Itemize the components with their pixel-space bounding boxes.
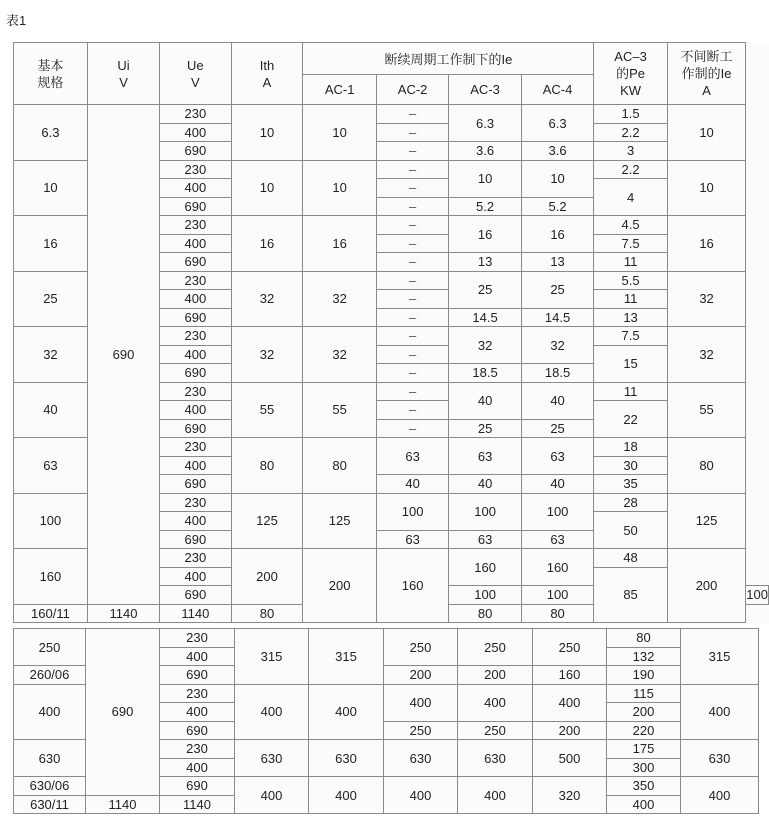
- cell-ac2: –: [376, 364, 448, 383]
- cell-ac1: 32: [303, 271, 376, 327]
- cell-spec: 250: [14, 629, 86, 666]
- cell-ac4: 63: [521, 438, 593, 475]
- cell-pe: 175: [607, 740, 681, 759]
- cell-cont: 10: [667, 160, 745, 216]
- cell-spec: 16: [14, 216, 88, 272]
- cell-cont: 200: [667, 549, 745, 623]
- cell-ac3: 18.5: [449, 364, 521, 383]
- cell-ac4: 14.5: [521, 308, 593, 327]
- cell-ue: 230: [160, 216, 231, 235]
- cell-ac2: 250: [384, 629, 458, 666]
- cell-ac3: 25: [449, 419, 521, 438]
- cell-ac1: 80: [303, 438, 376, 494]
- cell-ac2: –: [376, 290, 448, 309]
- cell-ac4: 40: [521, 382, 593, 419]
- cell-spec: 400: [14, 684, 86, 740]
- cell-ac2: 250: [384, 721, 458, 740]
- cell-ac4: 160: [521, 549, 593, 586]
- cell-spec: 63: [14, 438, 88, 494]
- cell-pe: 132: [607, 647, 681, 666]
- cell-ith: 55: [231, 382, 303, 438]
- cell-ue: 230: [160, 549, 231, 568]
- cell-pe: 35: [594, 475, 668, 494]
- cell-spec: 630/11: [14, 795, 86, 814]
- cell-ac3: 25: [449, 271, 521, 308]
- cell-pe: 400: [607, 795, 681, 814]
- cell-ue: 1140: [160, 795, 235, 814]
- cell-ith: 630: [235, 740, 309, 777]
- cell-pe: 2.2: [594, 160, 668, 179]
- cell-cont: 10: [667, 105, 745, 161]
- cell-ac4: 500: [533, 740, 607, 777]
- cell-pe: 22: [594, 401, 668, 438]
- cell-ith: 200: [231, 549, 303, 605]
- cell-pe: 4: [594, 179, 668, 216]
- cell-ith: 315: [235, 629, 309, 685]
- cell-ac2: –: [376, 401, 448, 420]
- cell-ith: 400: [235, 684, 309, 740]
- table-header: [14, 43, 769, 105]
- cell-ac3: 80: [449, 604, 521, 623]
- cell-ac4: 100: [746, 587, 768, 603]
- cell-ac2: –: [376, 345, 448, 364]
- cell-ue: 400: [160, 401, 231, 420]
- cell-cont: 315: [681, 629, 759, 685]
- header-ac3-pe: AC–3 的Pe KW: [594, 43, 668, 105]
- cell-ac3: 250: [458, 629, 533, 666]
- cell-ith: 32: [231, 327, 303, 383]
- cell-ue: 690: [160, 530, 231, 549]
- cell-ac4: 400: [533, 684, 607, 721]
- table-row: [14, 105, 769, 124]
- header-spec: 基本 规格: [14, 43, 88, 105]
- cell-ac3: 250: [458, 721, 533, 740]
- cell-cont: 630: [681, 740, 759, 777]
- cell-ue: 400: [160, 345, 231, 364]
- cell-ac4: 5.2: [521, 197, 593, 216]
- cell-spec: 10: [14, 160, 88, 216]
- cell-pe: 11: [594, 290, 668, 309]
- header-intermittent-group: 断续周期工作制下的Ie: [303, 43, 594, 75]
- cell-ac1: 315: [309, 629, 384, 685]
- cell-pe: 48: [594, 549, 668, 568]
- cell-ac4: 160: [533, 666, 607, 685]
- cell-spec: 630/06: [14, 777, 86, 796]
- cell-ue: 230: [160, 105, 231, 124]
- cell-ac3: 10: [449, 160, 521, 197]
- header-ui: Ui V: [87, 43, 159, 105]
- cell-ac1: 32: [303, 327, 376, 383]
- cell-ith: 80: [231, 438, 303, 494]
- cell-ac4: 13: [521, 253, 593, 272]
- cell-ac3: 13: [449, 253, 521, 272]
- cell-ac3: 40: [449, 382, 521, 419]
- cell-pe: 11: [594, 382, 668, 401]
- cell-cont: 16: [667, 216, 745, 272]
- cell-ac2: 63: [376, 530, 448, 549]
- header-ac4: AC-4: [521, 75, 593, 105]
- cell-ac2: –: [376, 271, 448, 290]
- cell-cont: 400: [681, 777, 759, 814]
- cell-ac2: –: [376, 419, 448, 438]
- cell-ac4: 40: [521, 475, 593, 494]
- cell-ue: 400: [160, 456, 231, 475]
- cell-ue: 690: [160, 419, 231, 438]
- cell-pe: 350: [607, 777, 681, 796]
- cell-pe: 300: [607, 758, 681, 777]
- cell-ith: 125: [231, 493, 303, 549]
- cell-ue: 690: [160, 308, 231, 327]
- cell-ue: 690: [160, 142, 231, 161]
- header-ue: Ue V: [160, 43, 231, 105]
- cell-ac3: 14.5: [449, 308, 521, 327]
- cell-ac4: 100: [521, 493, 593, 530]
- cell-pe: 80: [607, 629, 681, 648]
- cell-ue: 400: [160, 647, 235, 666]
- cell-pe: 4.5: [594, 216, 668, 235]
- contactor-spec-table-upper: [13, 42, 769, 623]
- cell-ac2: –: [376, 253, 448, 272]
- cell-ac2: 200: [384, 666, 458, 685]
- cell-ue: 1140: [160, 604, 231, 623]
- cell-spec: 6.3: [14, 105, 88, 161]
- cell-ac3: 400: [458, 777, 533, 814]
- cell-ac3: 200: [458, 666, 533, 685]
- cell-ac1: 400: [309, 777, 384, 814]
- cell-ac1: 10: [303, 160, 376, 216]
- cell-ac3: 160: [449, 549, 521, 586]
- cell-ac4: 16: [521, 216, 593, 253]
- cell-spec: 260/06: [14, 666, 86, 685]
- cell-pe: 190: [607, 666, 681, 685]
- cell-pe: 28: [594, 493, 668, 512]
- cell-ith: 32: [231, 271, 303, 327]
- cell-ue: 400: [160, 703, 235, 722]
- cell-ac3: 3.6: [449, 142, 521, 161]
- cell-ue: 230: [160, 382, 231, 401]
- cell-pe: 18: [594, 438, 668, 457]
- cell-ac2: 160: [376, 549, 448, 623]
- cell-cont: 32: [667, 327, 745, 383]
- cell-ac4: 10: [521, 160, 593, 197]
- cell-ith: 16: [231, 216, 303, 272]
- cell-pe: 2.2: [594, 123, 668, 142]
- cell-ue: 230: [160, 271, 231, 290]
- cell-spec: 25: [14, 271, 88, 327]
- cell-ui: 690: [87, 105, 159, 605]
- cell-ac3: 100: [521, 586, 593, 605]
- cell-pe: 85: [594, 567, 668, 623]
- cell-ue: 690: [160, 777, 235, 796]
- cell-ac2: –: [376, 179, 448, 198]
- cell-ue: 400: [160, 758, 235, 777]
- cell-pe: 3: [594, 142, 668, 161]
- cell-ac4: 63: [521, 530, 593, 549]
- cell-ith: 10: [231, 160, 303, 216]
- cell-ue: 400: [160, 179, 231, 198]
- header-ac2: AC-2: [376, 75, 448, 105]
- cell-ac4: 25: [521, 271, 593, 308]
- cell-ue: 230: [160, 438, 231, 457]
- cell-ac1: 16: [303, 216, 376, 272]
- cell-ue: 690: [160, 586, 231, 605]
- cell-ac4: 200: [533, 721, 607, 740]
- cell-ac3: 16: [449, 216, 521, 253]
- cell-pe: 30: [594, 456, 668, 475]
- cell-pe: 200: [607, 703, 681, 722]
- cell-cont: 125: [667, 493, 745, 549]
- cell-ue: 690: [160, 666, 235, 685]
- cell-ac2: –: [376, 123, 448, 142]
- cell-cont: 400: [681, 684, 759, 740]
- cell-ac3: 40: [449, 475, 521, 494]
- cell-ue: 400: [160, 512, 231, 531]
- cell-ac2: 400: [384, 684, 458, 721]
- table-body: [14, 105, 769, 623]
- cell-pe: 50: [594, 512, 668, 549]
- cell-pe: 5.5: [594, 271, 668, 290]
- cell-ac2: –: [376, 308, 448, 327]
- cell-pe: 15: [594, 345, 668, 382]
- cell-ac1: 630: [309, 740, 384, 777]
- cell-ac2: 400: [384, 777, 458, 814]
- cell-ac4: 250: [533, 629, 607, 666]
- header-ith: Ith A: [231, 43, 303, 105]
- cell-ue: 690: [160, 197, 231, 216]
- cell-cont: 80: [667, 438, 745, 494]
- cell-pe: 13: [594, 308, 668, 327]
- cell-ac2: –: [376, 327, 448, 346]
- cell-ith: 400: [235, 777, 309, 814]
- cell-ac4: 3.6: [521, 142, 593, 161]
- cell-ac4: 18.5: [521, 364, 593, 383]
- cell-pe: 7.5: [594, 234, 668, 253]
- cell-spec: 160: [14, 549, 88, 605]
- cell-ac2: 80: [231, 604, 303, 623]
- cell-ac1: 10: [303, 105, 376, 161]
- cell-pe: 11: [594, 253, 668, 272]
- table-caption: 表1: [6, 13, 27, 28]
- cell-ac2: –: [376, 234, 448, 253]
- cell-ac1: 400: [309, 684, 384, 740]
- cell-ui: 1140: [87, 604, 159, 623]
- cell-ac2: –: [376, 105, 448, 124]
- cell-ac2: 100: [376, 493, 448, 530]
- cell-pe: 1.5: [594, 105, 668, 124]
- cell-cont: 32: [667, 271, 745, 327]
- cell-ac3: 63: [449, 438, 521, 475]
- cell-ac3: 5.2: [449, 197, 521, 216]
- cell-spec: 40: [14, 382, 88, 438]
- cell-ac4: 6.3: [521, 105, 593, 142]
- cell-ac2: 100: [449, 586, 521, 605]
- cell-spec: 630: [14, 740, 86, 777]
- cell-pe: 7.5: [594, 327, 668, 346]
- cell-ue: 400: [160, 567, 231, 586]
- cell-ac4: 25: [521, 419, 593, 438]
- cell-ue: 230: [160, 629, 235, 648]
- cell-ac2: –: [376, 197, 448, 216]
- cell-ac2: 63: [376, 438, 448, 475]
- contactor-spec-table-lower: [13, 628, 759, 814]
- cell-ac4: 80: [521, 604, 593, 623]
- header-continuous-ie: 不间断工 作制的Ie A: [667, 43, 745, 105]
- cell-ac2: –: [376, 160, 448, 179]
- cell-ue: 230: [160, 740, 235, 759]
- cell-ac1: 55: [303, 382, 376, 438]
- cell-ue: 400: [160, 123, 231, 142]
- table-row: [14, 629, 759, 648]
- cell-ue: 230: [160, 684, 235, 703]
- cell-ue: 230: [160, 327, 231, 346]
- cell-ac4: 32: [521, 327, 593, 364]
- cell-ue: 230: [160, 160, 231, 179]
- cell-ue: 690: [160, 253, 231, 272]
- cell-ue: 690: [160, 364, 231, 383]
- cell-spec: 100: [14, 493, 88, 549]
- cell-ue: 400: [160, 234, 231, 253]
- cell-ac2: 40: [376, 475, 448, 494]
- cell-ui: 1140: [86, 795, 160, 814]
- header-ac1: AC-1: [303, 75, 376, 105]
- cell-ue: 690: [160, 721, 235, 740]
- cell-ac2: –: [376, 216, 448, 235]
- header-ac3: AC-3: [449, 75, 521, 105]
- cell-pe: 220: [607, 721, 681, 740]
- cell-ue: 400: [160, 290, 231, 309]
- cell-ac3: 32: [449, 327, 521, 364]
- cell-ue: 690: [160, 475, 231, 494]
- cell-ac2: –: [376, 382, 448, 401]
- cell-ac3: 630: [458, 740, 533, 777]
- cell-ac3: 63: [449, 530, 521, 549]
- cell-ue: 230: [160, 493, 231, 512]
- cell-ac2: 630: [384, 740, 458, 777]
- cell-cont: 55: [667, 382, 745, 438]
- cell-spec: 160/11: [14, 604, 88, 623]
- cell-spec: 32: [14, 327, 88, 383]
- cell-ac3: 100: [449, 493, 521, 530]
- cell-ac3: 6.3: [449, 105, 521, 142]
- cell-ac3: 400: [458, 684, 533, 721]
- cell-ui: 690: [86, 629, 160, 796]
- cell-ac4: 320: [533, 777, 607, 814]
- cell-ac2: –: [376, 142, 448, 161]
- cell-ith: 10: [231, 105, 303, 161]
- cell-ac1: 125: [303, 493, 376, 549]
- cell-pe: 115: [607, 684, 681, 703]
- cell-ac1: 200: [303, 549, 376, 623]
- table-body-lower: [14, 629, 759, 814]
